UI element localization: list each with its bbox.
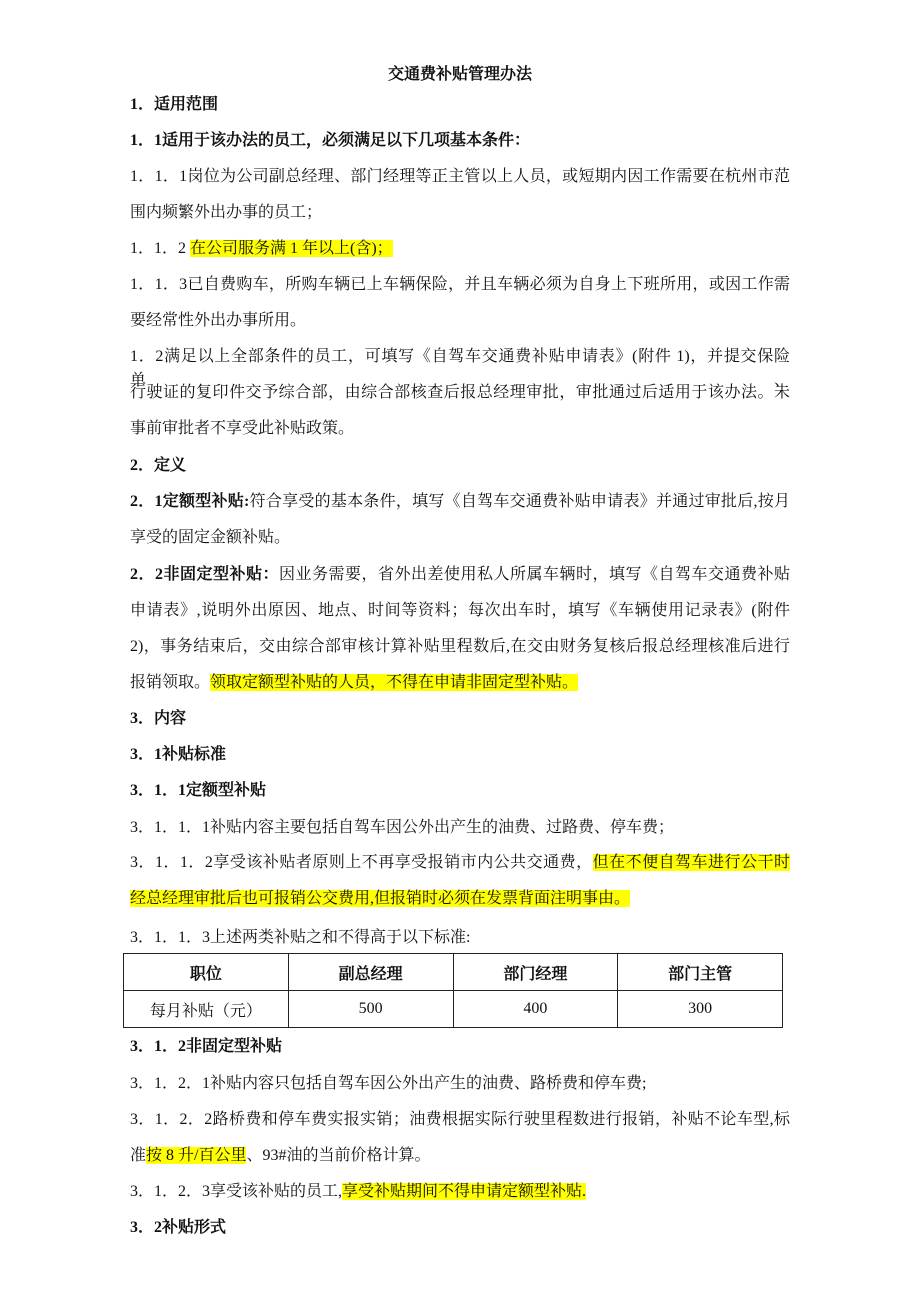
text-line bbox=[130, 779, 266, 803]
text-line bbox=[130, 887, 630, 911]
highlighted-text: 经总经理审批后也可报销公交费用,但报销时必须在发票背面注明事由。 bbox=[130, 890, 631, 907]
table-header-cell: 部门主管 bbox=[618, 954, 783, 991]
table-header-row bbox=[124, 954, 783, 991]
document-title: 交通费补贴管理办法 bbox=[387, 66, 532, 83]
text-line bbox=[130, 851, 790, 875]
text-line bbox=[130, 1035, 282, 1059]
body-text: 1．2满足以上全部条件的员工，可填写《自驾车交通费补贴申请表》(附件 1)，并提交保险单、 bbox=[130, 348, 790, 389]
text-line bbox=[130, 563, 790, 587]
body-text: 3．1．2．2路桥费和停车费实报实销；油费根据实际行驶里程数进行报销，补贴不论车型,标 bbox=[130, 1111, 790, 1128]
text-line bbox=[130, 490, 790, 514]
text-line bbox=[130, 309, 306, 333]
text-line bbox=[130, 201, 322, 225]
text-line bbox=[130, 129, 530, 153]
heading-text: 2．2非固定型补贴： bbox=[130, 566, 279, 583]
highlighted-text: 领取定额型补贴的人员，不得在申请非固定型补贴。 bbox=[210, 674, 579, 691]
body-text: 1．1．2 bbox=[130, 240, 191, 257]
highlighted-text: 但在不便自驾车进行公干时 bbox=[592, 854, 790, 871]
table-row bbox=[124, 991, 783, 1028]
text-line bbox=[130, 381, 790, 405]
heading-text: 1．适用范围 bbox=[130, 96, 219, 113]
table-header-cell: 部门经理 bbox=[453, 954, 618, 991]
text-line bbox=[130, 926, 470, 950]
table-cell: 300 bbox=[618, 991, 783, 1028]
text-line bbox=[130, 237, 393, 261]
text-line bbox=[130, 816, 674, 840]
body-text: 3．1．1．3上述两类补贴之和不得高于以下标准: bbox=[130, 929, 471, 946]
body-text: 围内频繁外出办事的员工； bbox=[130, 204, 323, 221]
body-text: 1．1．1岗位为公司副总经理、部门经理等正主管以上人员，或短期内因工作需要在杭州市范 bbox=[130, 168, 790, 185]
text-line bbox=[130, 454, 186, 478]
heading-text: 1．1适用于该办法的员工，必须满足以下几项基本条件： bbox=[130, 132, 531, 149]
heading-text: 3．1．1定额型补贴 bbox=[130, 782, 267, 799]
body-text: 享受的固定金额补贴。 bbox=[130, 529, 291, 546]
body-text: 因业务需要，省外出差使用私人所属车辆时，填写《自驾车交通费补贴 bbox=[279, 566, 790, 583]
heading-text: 3．2补贴形式 bbox=[130, 1219, 227, 1236]
body-text: 事前审批者不享受此补贴政策。 bbox=[130, 420, 355, 437]
highlighted-text: 按 8 升/百公里 bbox=[146, 1147, 247, 1164]
text-line bbox=[130, 273, 790, 297]
body-text: 要经常性外出办事所用。 bbox=[130, 312, 307, 329]
highlighted-text: 在公司服务满 1 年以上(含)； bbox=[190, 240, 393, 257]
body-text: 行驶证的复印件交予综合部，由综合部核查后报总经理审批，审批通过后适用于该办法。未 bbox=[130, 384, 790, 401]
heading-text: 3．1．2非固定型补贴 bbox=[130, 1038, 283, 1055]
text-line bbox=[130, 743, 226, 767]
text-line bbox=[130, 526, 290, 550]
body-text: 3．1．2．3享受该补贴的员工, bbox=[130, 1183, 343, 1200]
text-line bbox=[130, 599, 790, 623]
highlighted-text: 享受补贴期间不得申请定额型补贴. bbox=[342, 1183, 587, 1200]
text-line bbox=[130, 1216, 226, 1240]
heading-text: 3．内容 bbox=[130, 710, 187, 727]
text-line bbox=[130, 93, 218, 117]
heading-text: 2．1定额型补贴: bbox=[130, 493, 250, 510]
table-cell: 400 bbox=[453, 991, 618, 1028]
text-line bbox=[130, 1108, 790, 1132]
text-line bbox=[130, 671, 578, 695]
text-line bbox=[130, 635, 790, 659]
text-line bbox=[130, 707, 186, 731]
body-text: 申请表》,说明外出原因、地点、时间等资料；每次出车时，填写《车辆使用记录表》(附件 bbox=[130, 602, 790, 619]
text-line bbox=[130, 345, 790, 389]
body-text: 1．1．3已自费购车，所购车辆已上车辆保险，并且车辆必须为自身上下班所用，或因工作需 bbox=[130, 276, 790, 293]
subsidy-table bbox=[123, 953, 783, 1028]
heading-text: 2．定义 bbox=[130, 457, 187, 474]
body-text: 、93#油的当前价格计算。 bbox=[246, 1147, 431, 1164]
body-text: 符合享受的基本条件，填写《自驾车交通费补贴申请表》并通过审批后,按月 bbox=[249, 493, 790, 510]
body-text: 3．1．1．1补贴内容主要包括自驾车因公外出产生的油费、过路费、停车费； bbox=[130, 819, 675, 836]
text-line bbox=[130, 417, 354, 441]
text-line bbox=[130, 1144, 430, 1168]
table-cell: 每月补贴（元） bbox=[124, 991, 289, 1028]
body-text: 准 bbox=[130, 1147, 147, 1164]
table-cell: 500 bbox=[288, 991, 453, 1028]
text-line bbox=[130, 1180, 586, 1204]
body-text: 3．1．2．1补贴内容只包括自驾车因公外出产生的油费、路桥费和停车费; bbox=[130, 1075, 647, 1092]
body-text: 报销领取。 bbox=[130, 674, 211, 691]
heading-text: 3．1补贴标准 bbox=[130, 746, 227, 763]
table-header-cell: 职位 bbox=[124, 954, 289, 991]
body-text: 3．1．1．2享受该补贴者原则上不再享受报销市内公共交通费， bbox=[130, 854, 593, 871]
text-line bbox=[130, 165, 790, 189]
table-header-cell: 副总经理 bbox=[288, 954, 453, 991]
body-text: 2)，事务结束后，交由综合部审核计算补贴里程数后,在交由财务复核后报总经理核准后进行 bbox=[130, 638, 790, 655]
text-line bbox=[130, 1072, 646, 1096]
